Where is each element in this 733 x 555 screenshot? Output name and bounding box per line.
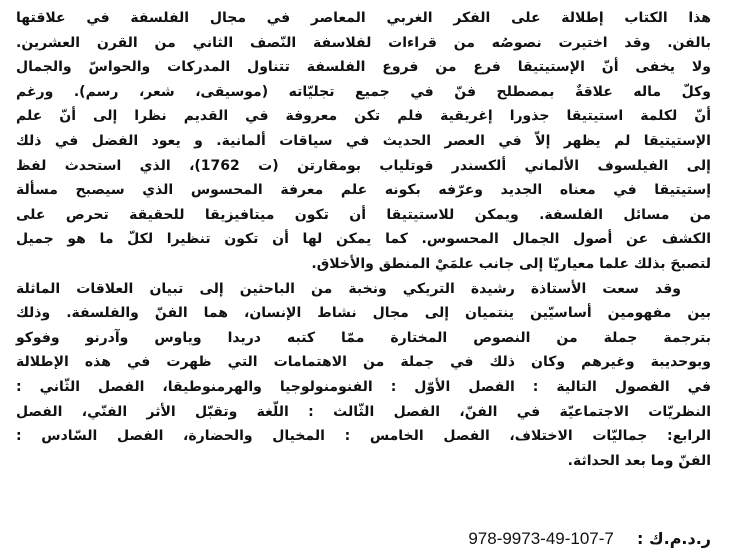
text-line: الفنّ وما بعد الحداثة.	[567, 452, 711, 469]
text-line: أنّ لكلمة استيتيقا جذورا إغريقية فلم تكن معروفة في القديم نظرا إلى أنّ علم	[16, 108, 711, 125]
text-line: النظريّات الاجتماعيّة في الفنّ، الفصل الثّالث : اللّغة وتقبّل الأثر الفنّي، الفصل	[16, 403, 711, 420]
text-line: وقد سعت الأستاذة رشيدة التريكي ونخبة من الباحثين إلى تبيان العلاقات الماثلة	[16, 280, 681, 297]
text-line: لتصبحَ بذلك علما معياريّا إلى جانب علمَيْ المنطق والأخلاق.	[311, 255, 711, 272]
isbn-row	[468, 529, 711, 549]
text-line: إلى الفيلسوف الألماني ألكسندر قوتلياب بومقارتن (ت 1762)، الذي استحدث لفظ	[16, 157, 711, 174]
text-line: وكلّ ماله علاقةٌ بمصطلح فنّ في جميع تجليّاته (موسيقى، شعر، رسم). ورغم	[16, 83, 711, 100]
isbn-label: ر.د.م.ك :	[636, 529, 711, 548]
text-line: في الفصول التالية : الفصل الأوّل : الفنومنولوجيا والهرمنوطيقا، الفصل الثّاني :	[16, 378, 711, 395]
text-line: بترجمة جملة من النصوص المختارة ممّا كتبه دريدا وياوس وآدرنو وفوكو	[16, 329, 711, 346]
blurb-paragraph-1	[16, 6, 711, 277]
text-line: بالفن. وقد اختيرت نصوصُه من قراءات لفلاسفة النّصف الثاني من القرن العشرين.	[16, 34, 711, 51]
text-line: إستيتيقا في معناه الجديد وعرّفه بكونه علم معرفة المحسوس الذي سيصبح مسألة	[16, 182, 711, 199]
isbn-value: 978-9973-49-107-7	[468, 529, 614, 548]
text-line: وبوحديبة وغيرهم وكان ذلك في جملة من الاهتمامات التي ظهرت في هذه الإطلالة	[16, 354, 711, 371]
text-line: هذا الكتاب إطلالة على الفكر الغربي المعاصر في مجال الفلسفة في علاقتها	[16, 10, 711, 26]
blurb-paragraph-2	[16, 277, 711, 474]
text-line: الكشف عن أصول الجمال المحسوس. كما يمكن لها أن تكون تنظيرا لكلّ ما هو جميل	[16, 231, 711, 248]
text-line: ولا يخفى أنّ الإستيتيقا فرع من فروع الفلسفة تتناول المدركات والحواسّ والجمال	[16, 59, 711, 76]
text-line: الرابع: جماليّات الاختلاف، الفصل الخامس : المخيال والحضارة، الفصل السّادس :	[16, 428, 711, 445]
text-line: الإستيتيقا لم يظهر إلاّ في العصر الحديث في سياقات ألمانية. و يعود الفضل في ذلك	[16, 132, 711, 149]
text-line: من مسائل الفلسفة. ويمكن للاستيتيقا أن تكون ميتافيزيقا للحقيقة تحرص على	[16, 206, 711, 223]
text-line: بين مفهومين أساسيّين ينتميان إلى مجال نشاط الإنسان، هما الفنّ والفلسفة. وذلك	[16, 305, 711, 322]
